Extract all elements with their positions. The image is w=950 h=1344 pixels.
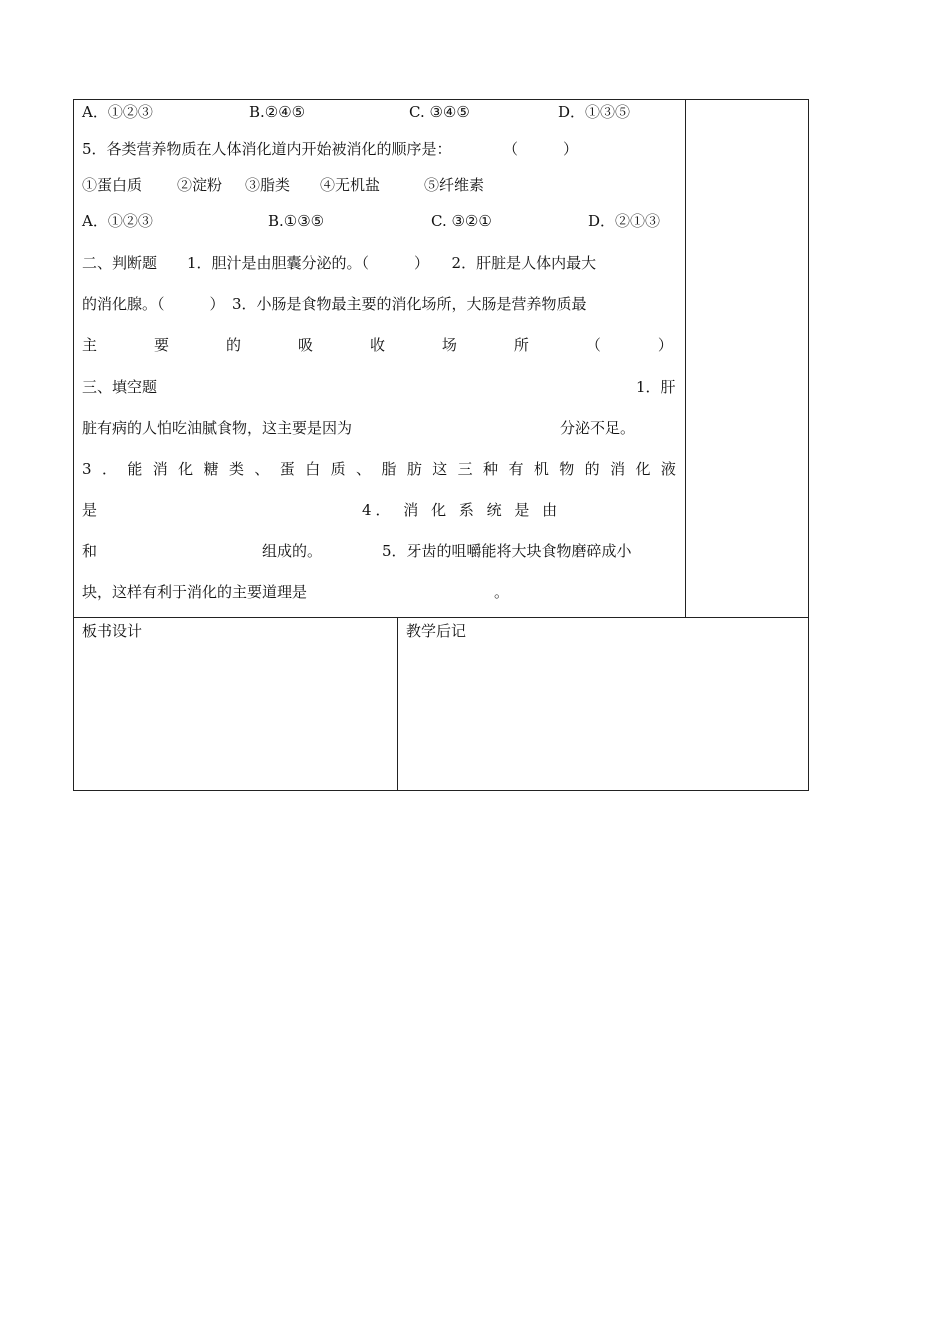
q3-char: 肪 <box>406 460 422 478</box>
q5-item-4: ④无机盐 <box>320 176 381 194</box>
fill-q5-text: 5．牙齿的咀嚼能将大块食物磨碎成小 <box>382 542 632 560</box>
q3-char: 消 <box>152 460 168 478</box>
q3-char: 白 <box>305 460 321 478</box>
q4-option-c: C. ③④⑤ <box>409 103 470 121</box>
judge-line-3 <box>82 335 673 355</box>
q5-paren: （ ） <box>503 140 579 158</box>
q3-char: 类 <box>228 460 244 478</box>
q4-option-b: B.②④⑤ <box>249 103 306 121</box>
fill-q4-end: 组成的。 <box>262 542 323 560</box>
judge-char: 主 <box>82 336 98 354</box>
judge-char: 场 <box>441 336 457 354</box>
judge-char: 收 <box>369 336 385 354</box>
q5-option-c: C. ③②① <box>431 212 492 230</box>
q4-option-a: A．①②③ <box>82 103 153 121</box>
fill-q4-text: 4． 消 化 系 统 是 由 <box>362 501 562 519</box>
q3-char: 、 <box>254 460 270 478</box>
worksheet-table <box>73 99 809 791</box>
footer-column-divider <box>397 617 398 791</box>
fill-q5-line-2: 块，这样有利于消化的主要道理是 <box>82 583 308 601</box>
q3-char: ． <box>101 460 117 478</box>
q3-char: 这 <box>432 460 448 478</box>
q5-option-a: A．①②③ <box>82 212 153 230</box>
fill-q4-he: 和 <box>82 542 98 560</box>
q3-char: 有 <box>508 460 524 478</box>
judge-line-2: 的消化腺。（ ） 3．小肠是食物最主要的消化场所，大肠是营养物质最 <box>82 295 587 313</box>
q3-char: 化 <box>178 460 194 478</box>
q3-char: 液 <box>660 460 676 478</box>
fill-q3-line <box>82 459 676 479</box>
fill-q1-end: 分泌不足。 <box>560 419 636 437</box>
fill-q3-end: 是 <box>82 501 98 519</box>
q3-char: 3 <box>82 460 92 478</box>
right-column-divider <box>685 99 686 618</box>
q3-char: 质 <box>330 460 346 478</box>
judge-char: （ <box>585 336 601 354</box>
q3-char: 种 <box>483 460 499 478</box>
fill-q5-period: 。 <box>494 583 510 601</box>
q5-item-3: ③脂类 <box>245 176 291 194</box>
q5-item-1: ①蛋白质 <box>82 176 143 194</box>
q3-char: 、 <box>356 460 372 478</box>
q3-char: 三 <box>457 460 473 478</box>
q3-char: 能 <box>127 460 143 478</box>
q3-char: 的 <box>584 460 600 478</box>
fill-heading: 三、填空题 <box>82 378 158 396</box>
q3-char: 机 <box>533 460 549 478</box>
q5-option-b: B.①③⑤ <box>268 212 325 230</box>
judge-char: 的 <box>225 336 241 354</box>
judge-char: ） <box>657 336 673 354</box>
q3-char: 糖 <box>203 460 219 478</box>
q5-option-d: D．②①③ <box>588 212 661 230</box>
q3-char: 消 <box>610 460 626 478</box>
q3-char: 化 <box>635 460 651 478</box>
teaching-notes-label: 教学后记 <box>406 622 467 640</box>
board-design-label: 板书设计 <box>82 622 143 640</box>
q4-option-d: D．①③⑤ <box>558 103 631 121</box>
judge-line-1: 二、判断题 1．胆汁是由胆囊分泌的。（ ） 2．肝脏是人体内最大 <box>82 254 597 272</box>
judge-char: 所 <box>513 336 529 354</box>
footer-divider <box>73 617 809 618</box>
q3-char: 物 <box>559 460 575 478</box>
judge-char: 吸 <box>297 336 313 354</box>
q5-item-5: ⑤纤维素 <box>424 176 485 194</box>
q3-char: 脂 <box>381 460 397 478</box>
fill-q1-number: 1．肝 <box>636 378 676 396</box>
judge-char: 要 <box>153 336 169 354</box>
q3-char: 蛋 <box>279 460 295 478</box>
q5-item-2: ②淀粉 <box>177 176 223 194</box>
fill-q1-text: 脏有病的人怕吃油腻食物，这主要是因为 <box>82 419 353 437</box>
q5-stem: 5．各类营养物质在人体消化道内开始被消化的顺序是： <box>82 140 452 158</box>
